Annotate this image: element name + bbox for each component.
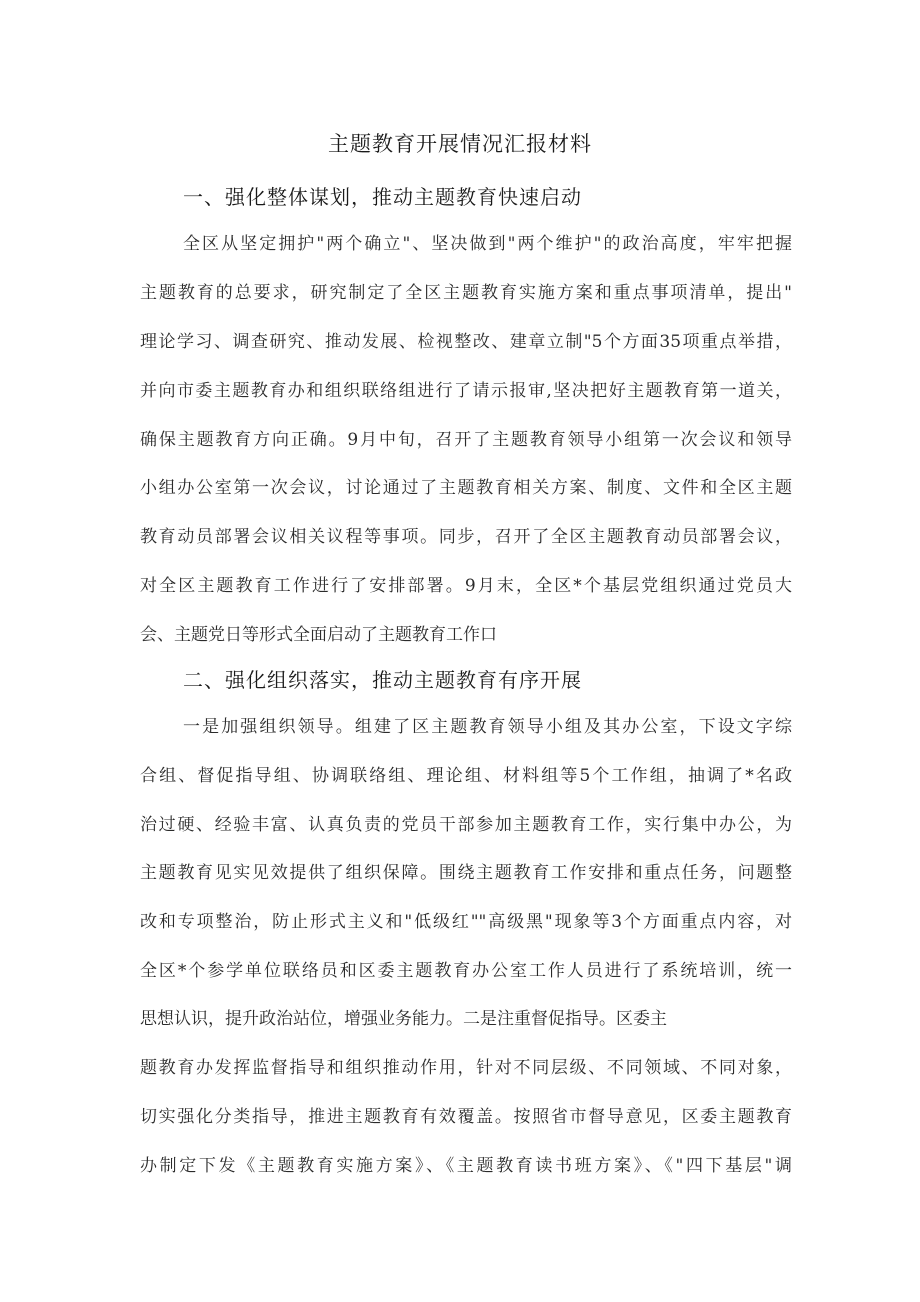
paragraph-line: 合组、督促指导组、协调联络组、理论组、材料组等5个工作组，抽调了*名政: [140, 766, 792, 786]
paragraph-line: 切实强化分类指导，推进主题教育有效覆盖。按照省市督导意见，区委主题教育: [140, 1107, 792, 1127]
section-heading-2: 二、强化组织落实，推动主题教育有序开展: [183, 668, 582, 692]
paragraph-line: 对全区主题教育工作进行了安排部署。9月末，全区*个基层党组织通过党员大: [140, 576, 792, 596]
paragraph-line: 治过硬、经验丰富、认真负责的党员干部参加主题教育工作，实行集中办公，为: [140, 815, 792, 835]
paragraph-line: 主题教育见实见效提供了组织保障。围绕主题教育工作安排和重点任务，问题整: [140, 863, 792, 883]
paragraph-line: 改和专项整治，防止形式主义和"低级红""高级黑"现象等3个方面重点内容，对: [140, 912, 792, 932]
paragraph-line: 题教育办发挥监督指导和组织推动作用，针对不同层级、不同领域、不同对象，: [140, 1058, 792, 1078]
section-heading-1: 一、强化整体谋划，推动主题教育快速启动: [183, 185, 582, 209]
paragraph-line: 并向市委主题教育办和组织联络组进行了请示报审,坚决把好主题教育第一道关，: [140, 381, 792, 401]
paragraph-line: 全区从坚定拥护"两个确立"、坚决做到"两个维护"的政治高度，牢牢把握: [183, 234, 792, 254]
paragraph-line: 主题教育的总要求，研究制定了全区主题教育实施方案和重点事项清单，提出": [140, 283, 792, 303]
paragraph-line: 理论学习、调查研究、推动发展、检视整改、建章立制"5个方面35项重点举措，: [140, 332, 792, 352]
paragraph-line: 思想认识，提升政治站位，增强业务能力。二是注重督促指导。区委主: [140, 1009, 667, 1029]
paragraph-line: 办制定下发《主题教育实施方案》、《主题教育读书班方案》、《"四下基层"调: [140, 1156, 792, 1176]
paragraph-line: 确保主题教育方向正确。9月中旬，召开了主题教育领导小组第一次会议和领导: [140, 430, 792, 450]
paragraph-line: 小组办公室第一次会议，讨论通过了主题教育相关方案、制度、文件和全区主题: [140, 478, 792, 498]
paragraph-line: 教育动员部署会议相关议程等事项。同步，召开了全区主题教育动员部署会议，: [140, 527, 792, 547]
paragraph-line: 一是加强组织领导。组建了区主题教育领导小组及其办公室，下设文字综: [183, 717, 792, 737]
paragraph-line: 会、主题党日等形式全面启动了主题教育工作口: [140, 625, 497, 645]
paragraph-line: 全区*个参学单位联络员和区委主题教育办公室工作人员进行了系统培训，统一: [140, 961, 792, 981]
document-title: 主题教育开展情况汇报材料: [328, 132, 592, 156]
